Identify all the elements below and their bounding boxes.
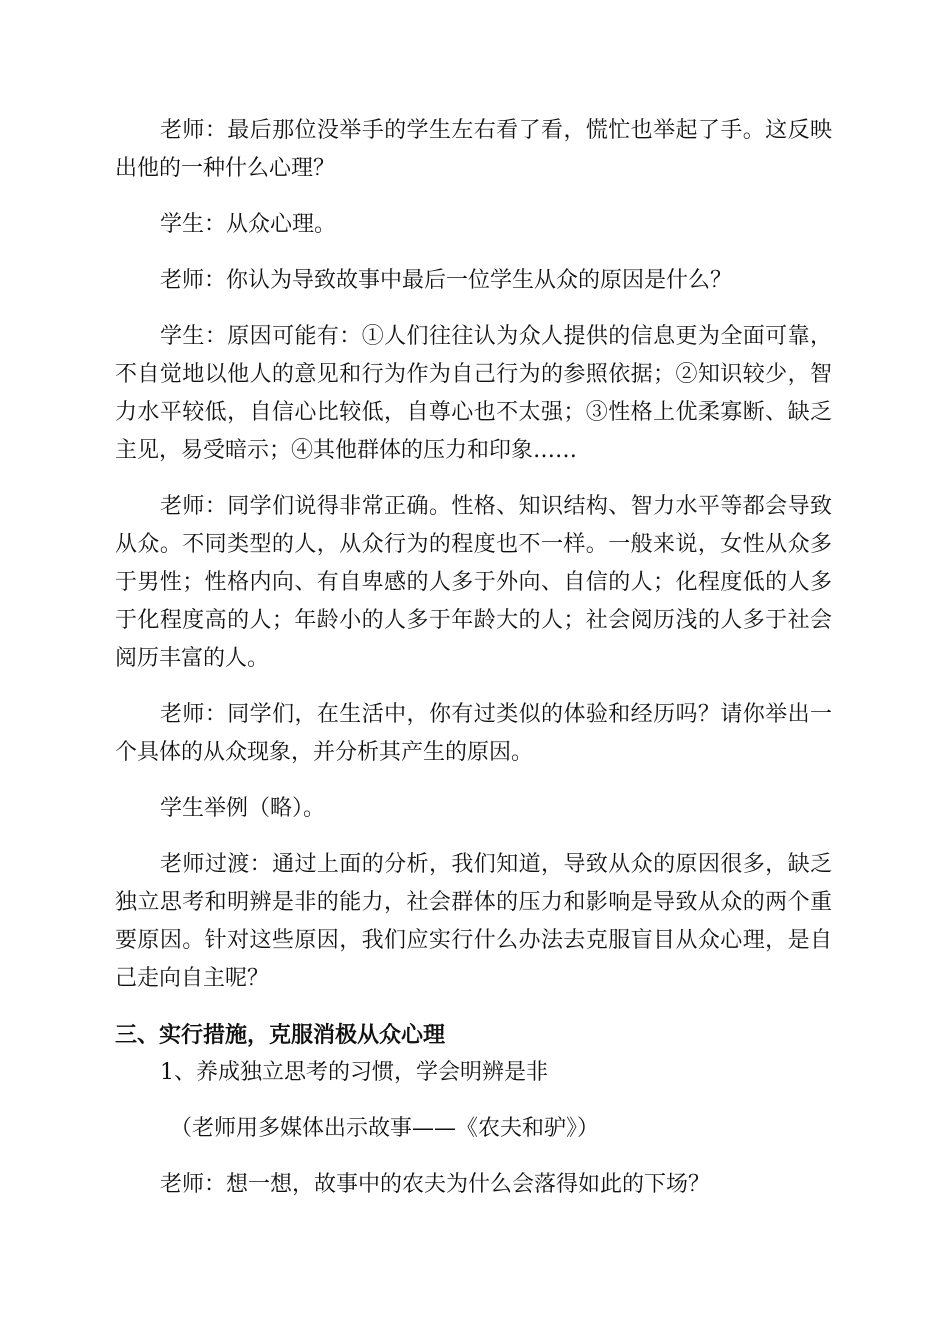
paragraph-teacher-question-2: 老师：你认为导致故事中最后一位学生从众的原因是什么？ bbox=[160, 268, 733, 293]
paragraph-teacher-question-3: 老师：同学们，在生活中，你有过类似的体验和经历吗？请你举出一个具体的从众现象，并分析其产生的原因。 bbox=[115, 702, 832, 765]
paragraph-final-question: 老师：想一想，故事中的农夫为什么会落得如此的下场？ bbox=[160, 1172, 711, 1197]
media-note: （老师用多媒体出示故事——《农夫和驴》） bbox=[170, 1116, 600, 1141]
section-heading: 三、实行措施，克服消极从众心理 bbox=[115, 1022, 446, 1048]
paragraph-student-answer-1: 学生：从众心理。 bbox=[160, 212, 337, 237]
paragraph-teacher-summary: 老师：同学们说得非常正确。性格、知识结构、智力水平等都会导致从众。不同类型的人，从众行为的程度也不一样。一般来说，女性从众多于男性；性格内向、有自卑感的人多于外向、自信的人；化程度低的人多于化程度高的人；年龄小的人多于年龄大的人；社会阅历浅的人多于社会阅历丰富的人。 bbox=[115, 494, 832, 671]
document-body bbox=[115, 112, 832, 1204]
paragraph-teacher-transition: 老师过渡：通过上面的分析，我们知道，导致从众的原因很多，缺乏独立思考和明辨是非的能力，社会群体的压力和影响是导致从众的两个重要原因。针对这些原因，我们应实行什么办法去克服盲目从众心理，是自己走向自主呢？ bbox=[115, 852, 832, 991]
paragraph-student-answer-2: 学生：原因可能有：①人们往往认为众人提供的信息更为全面可靠，不自觉地以他人的意见和行为作为自己行为的参照依据；②知识较少，智力水平较低，自信心比较低，自尊心也不太强；③性格上优柔寡断、缺乏主见，易受暗示；④其他群体的压力和印象…… bbox=[115, 324, 832, 463]
paragraph-teacher-question-1: 老师：最后那位没举手的学生左右看了看，慌忙也举起了手。这反映出他的一种什么心理？ bbox=[115, 118, 832, 181]
subheading: 1、养成独立思考的习惯，学会明辨是非 bbox=[160, 1060, 548, 1085]
paragraph-student-examples: 学生举例（略）。 bbox=[160, 796, 326, 821]
